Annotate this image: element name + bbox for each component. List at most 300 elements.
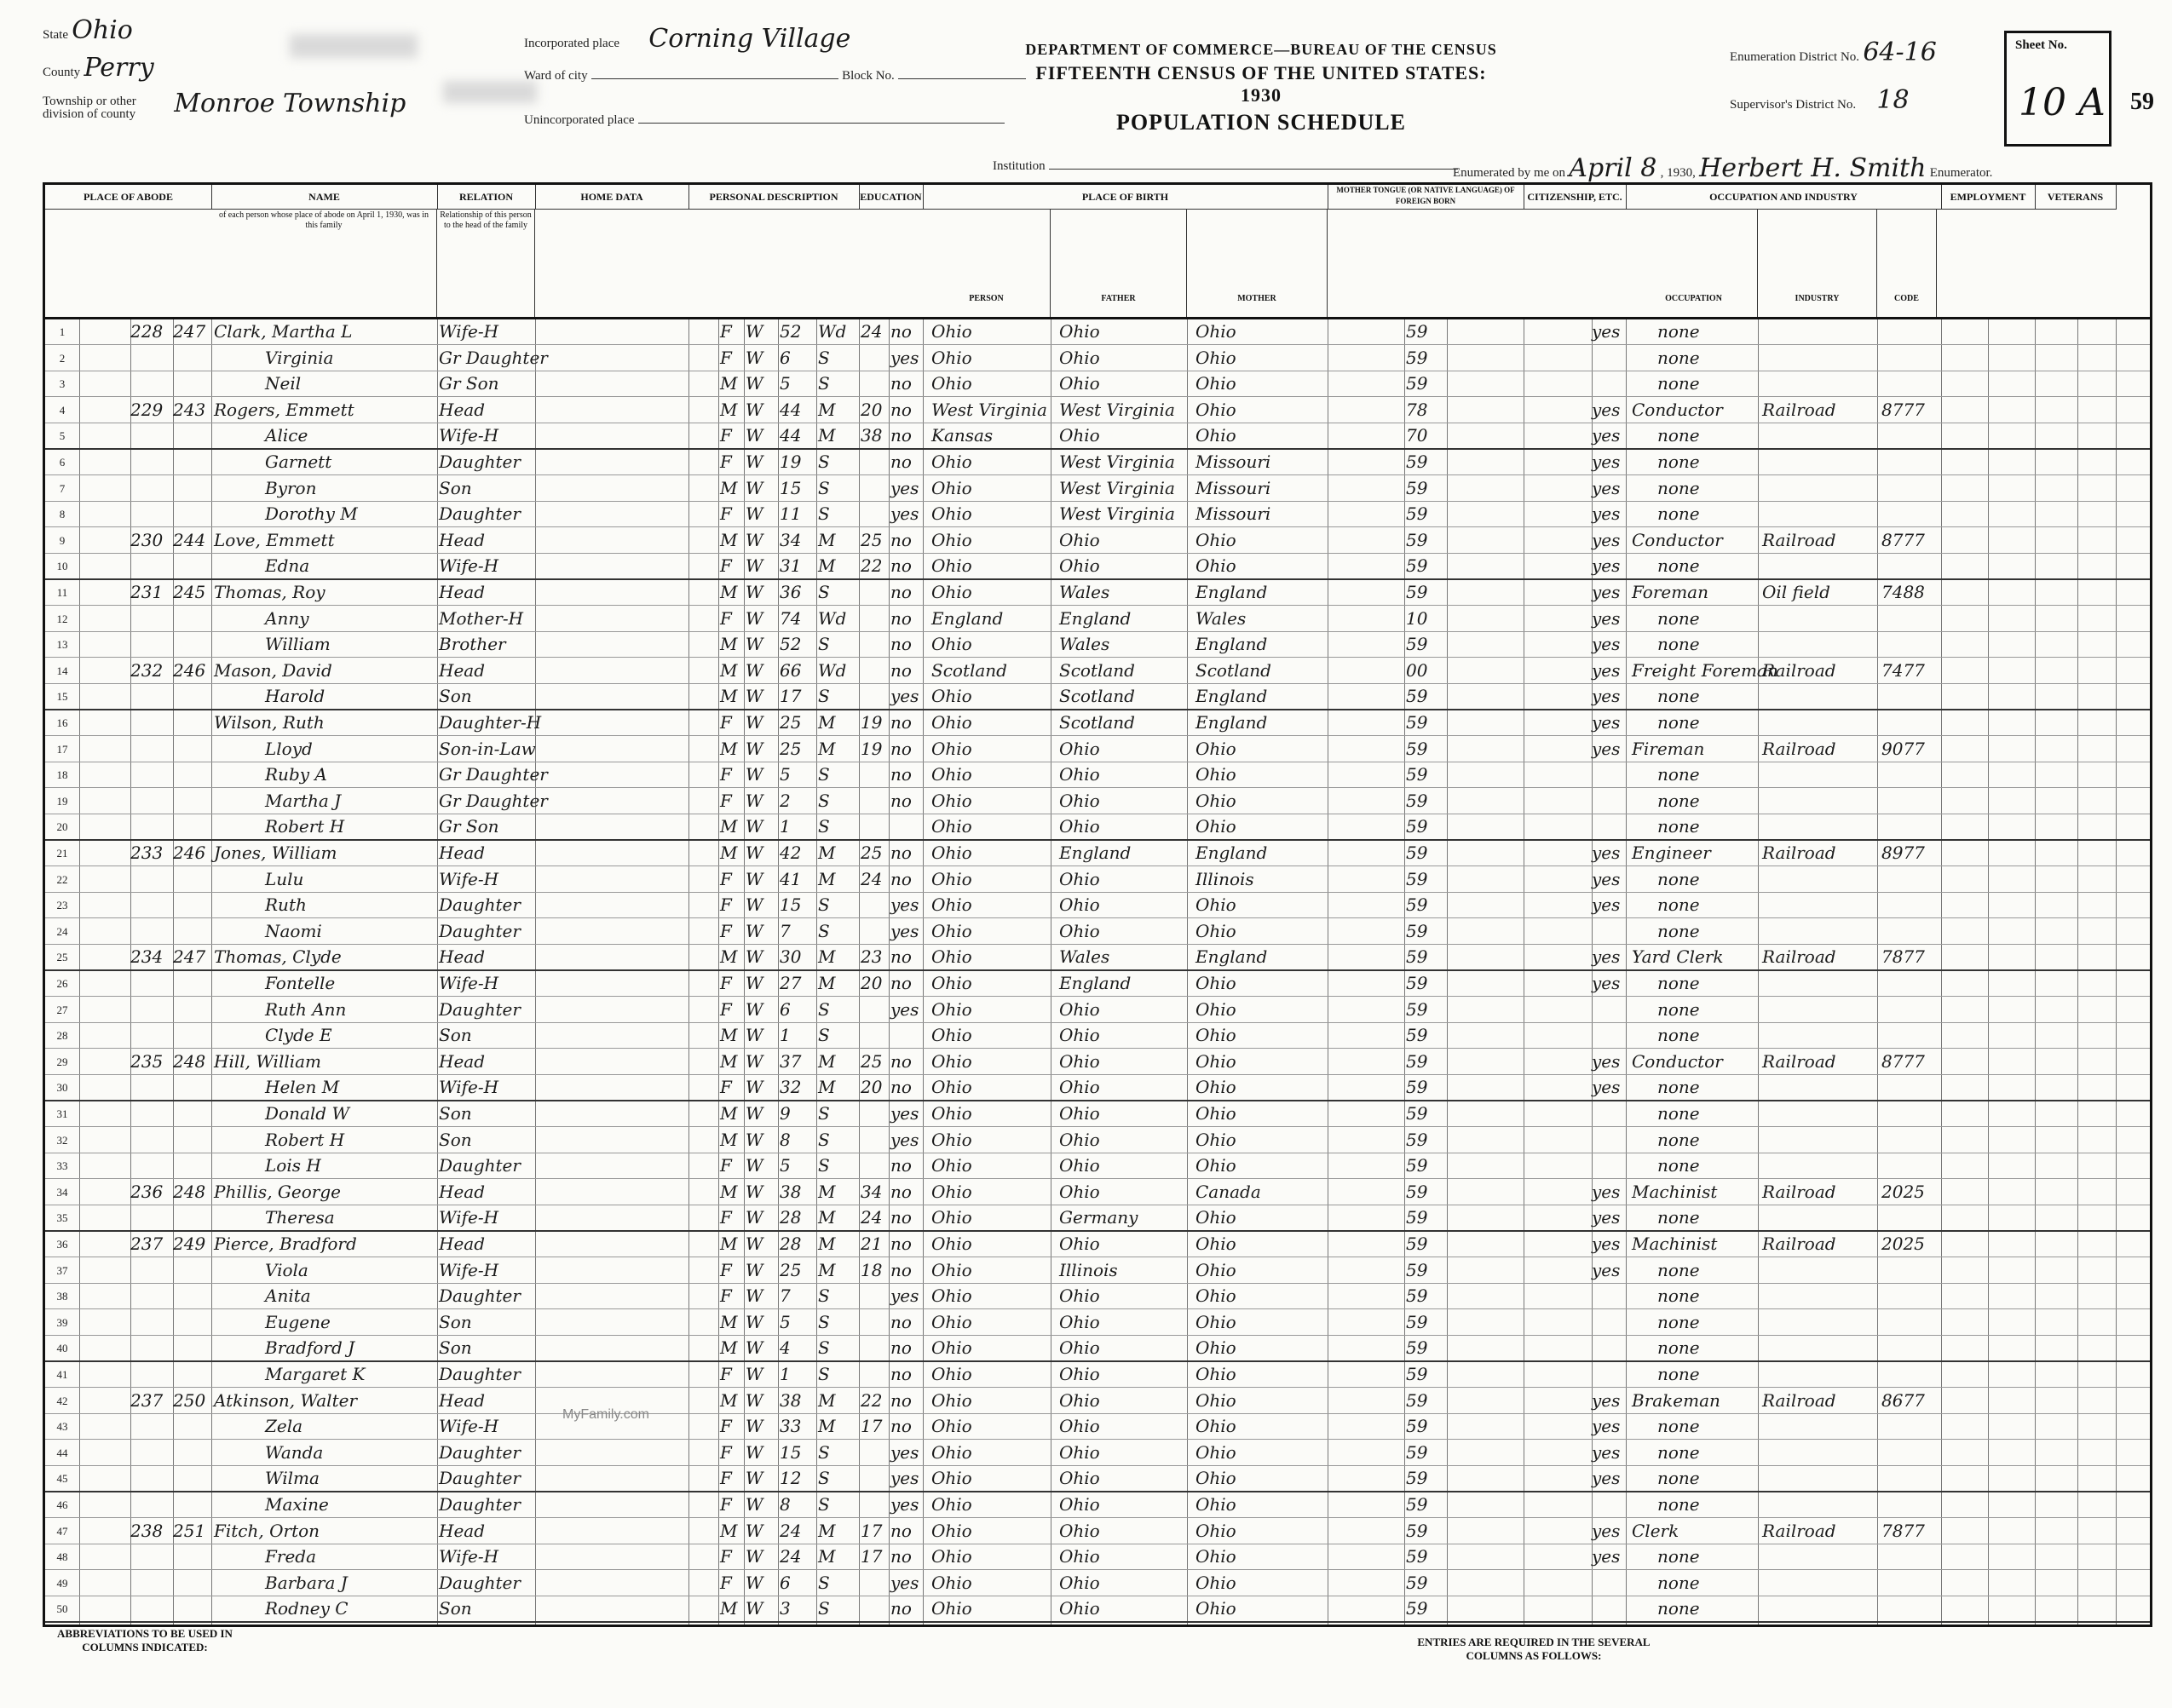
cell-code: 59 [1406,1129,1428,1150]
cell-mar: M [818,555,836,577]
cell-rel: Daughter-H [439,712,542,733]
cell-occ: Fireman [1632,738,1705,759]
cell-bp: Ohio [931,764,972,785]
cell-fbp: Ohio [1059,1520,1100,1541]
cell-rel: Daughter [439,1572,521,1593]
cell-mbp: Ohio [1195,1234,1236,1254]
cell-age: 27 [780,973,802,993]
cell-code: 59 [1406,1441,1428,1463]
cell-race: W [746,373,763,394]
cell-mar: S [818,1441,830,1463]
cell-am [861,607,889,631]
cell-mbp: Ohio [1195,790,1236,811]
cell-occ: none [1657,868,1700,889]
cell-n: 6 [59,456,66,469]
cell-n: 44 [56,1446,68,1459]
cell-dw [130,554,173,578]
cell-sch: yes [890,503,919,525]
cell-n: 16 [56,716,68,729]
cell-mbp: Illinois [1195,868,1254,889]
cell-bp: Ohio [931,451,972,472]
cell-fam [173,371,211,396]
cell-mbp: England [1195,946,1268,968]
cell-sch: no [890,1598,912,1619]
cell-occ: Machinist [1632,1234,1718,1254]
cell-rel: Wife-H [439,1207,499,1228]
cell-fbp: England [1059,973,1132,993]
cell-eng [1592,371,1626,396]
cell-code: 59 [1406,1389,1428,1411]
cell-am: 18 [861,1259,883,1280]
cell-occ: none [1657,1155,1700,1176]
cell-occ: none [1657,555,1700,577]
cell-sch: yes [890,1129,919,1150]
cell-name: Maxine [265,1494,329,1515]
cell-fbp: Ohio [1059,1155,1100,1176]
cell-race: W [746,607,763,629]
cell-ocode [1881,1023,1941,1048]
cell-sch: yes [890,686,919,707]
cell-sch: yes [890,920,919,941]
cell-ocode [1881,476,1941,501]
cell-name: Robert H [265,816,345,837]
cell-sex: F [720,607,732,629]
cell-age: 25 [780,1259,802,1280]
cell-fbp: West Virginia [1059,399,1175,420]
cell-sex: F [720,1077,732,1098]
cell-fam [173,1596,211,1621]
cell-bp: Ohio [931,1311,972,1332]
cell-mar: S [818,894,830,916]
census-title: FIFTEENTH CENSUS OF THE UNITED STATES: 1930 [1035,62,1487,106]
cell-fam [173,1414,211,1439]
cell-rel: Son-in-Law [439,738,536,759]
redaction-blur [290,34,418,58]
cell-sch: no [890,1311,912,1332]
cell-ocode [1881,1284,1941,1308]
cell-n: 45 [56,1472,68,1486]
cell-rel: Daughter [439,1494,521,1515]
cell-dw: 237 [130,1234,164,1254]
cell-fbp: Ohio [1059,1311,1100,1332]
cell-fbp: Illinois [1059,1259,1118,1280]
cell-rel: Son [439,1129,472,1150]
cell-dw [130,476,173,501]
cell-fam [173,1362,211,1387]
cell-sch: no [890,842,912,863]
table-row [45,737,2150,762]
cell-sex: F [720,868,732,889]
cell-mbp: Ohio [1195,816,1236,837]
cell-am [861,1153,889,1178]
cell-occ: none [1657,1337,1700,1359]
table-row [45,528,2150,554]
cell-code: 59 [1406,503,1428,525]
cell-am [861,371,889,396]
cell-rel: Head [439,842,486,863]
cell-rel: Wife-H [439,1259,499,1280]
cell-rel: Brother [439,634,506,655]
cell-eng: yes [1592,973,1621,993]
cell-occ: none [1657,1572,1700,1593]
cell-code: 00 [1406,659,1428,681]
cell-sch: no [890,1155,912,1176]
cell-n: 35 [56,1211,68,1225]
cell-sex: F [720,425,732,446]
cell-rel: Son [439,1311,472,1332]
cell-am [861,1362,889,1387]
cell-fam [173,346,211,371]
county-value: Perry [84,53,154,83]
cell-n: 7 [59,481,66,495]
cell-ocode: 2025 [1881,1234,1925,1254]
cell-fam [173,998,211,1022]
cell-rel: Wife-H [439,1416,499,1437]
cell-ocode [1881,1075,1941,1100]
cell-mbp: Ohio [1195,894,1236,916]
cell-code: 59 [1406,321,1428,342]
cell-n: 22 [56,872,68,886]
cell-mbp: Ohio [1195,1572,1236,1593]
cell-dw [130,450,173,474]
cell-occ: none [1657,1468,1700,1489]
cell-name: Lois H [265,1155,321,1176]
industry-column-header: INDUSTRY [1758,209,1877,317]
cell-occ: none [1657,1494,1700,1515]
table-row [45,710,2150,736]
cell-bp: Ohio [931,738,972,759]
cell-fbp: England [1059,842,1132,863]
cell-fam [173,1205,211,1230]
cell-fam [173,554,211,578]
cell-n: 42 [56,1394,68,1407]
cell-mbp: Ohio [1195,1337,1236,1359]
cell-ind [1762,867,1877,892]
cell-ocode [1881,1310,1941,1335]
cell-code: 59 [1406,347,1428,368]
cell-occ: none [1657,451,1700,472]
cell-n: 48 [56,1550,68,1564]
cell-ocode: 8777 [1881,399,1925,420]
cell-mbp: Missouri [1195,503,1271,525]
cell-fam [173,814,211,839]
cell-ind: Railroad [1762,1520,1836,1541]
cell-age: 37 [780,1050,802,1072]
cell-name: Martha J [265,790,342,811]
cell-fbp: Ohio [1059,425,1100,446]
cell-code: 59 [1406,451,1428,472]
cell-sex: M [720,1337,738,1359]
cell-code: 59 [1406,1520,1428,1541]
cell-code: 59 [1406,973,1428,993]
cell-name: Ruth Ann [265,998,347,1020]
cell-ocode [1881,1492,1941,1517]
cell-occ: Freight Foreman [1632,659,1778,681]
enumeration-district-field: Enumeration District No. 64-16 [1730,37,1937,67]
cell-race: W [746,868,763,889]
cell-sex: F [720,790,732,811]
cell-age: 1 [780,816,791,837]
cell-am [861,893,889,917]
cell-occ: none [1657,1311,1700,1332]
cell-mar: S [818,373,830,394]
cell-code: 59 [1406,1285,1428,1307]
cell-sch: no [890,529,912,550]
cell-dw [130,1153,173,1178]
cell-ind [1762,476,1877,501]
cell-code: 59 [1406,1598,1428,1619]
cell-n: 25 [56,951,68,964]
cell-dw [130,1492,173,1517]
cell-am: 23 [861,946,883,968]
cell-bp: Ohio [931,582,972,602]
cell-sex: F [720,451,732,472]
cell-sch: no [890,1050,912,1072]
table-row [45,398,2150,423]
enumerated-field: Enumerated by me on April 8 , 1930, Herbert H. Smith Enumerator. [1453,153,1993,183]
cell-rel: Head [439,529,486,550]
cell-name: Alice [265,425,308,446]
cell-name: Dorothy M [265,503,358,525]
cell-fbp: Ohio [1059,347,1100,368]
cell-race: W [746,1025,763,1046]
cell-sex: M [720,659,738,681]
table-row [45,945,2150,971]
cell-ind: Railroad [1762,1181,1836,1202]
cell-code: 59 [1406,998,1428,1020]
cell-mbp: Ohio [1195,1103,1236,1124]
cell-n: 15 [56,690,68,704]
table-row [45,1492,2150,1518]
cell-bp: Ohio [931,347,972,368]
cell-code: 59 [1406,1077,1428,1098]
table-row [45,1389,2150,1414]
cell-rel: Head [439,659,486,681]
cell-age: 7 [780,1285,791,1307]
cell-rel: Son [439,1337,472,1359]
group-education: EDUCATION [859,185,924,210]
cell-bp: West Virginia [931,399,1047,420]
cell-mbp: Wales [1195,607,1247,629]
cell-mbp: Ohio [1195,1364,1236,1384]
cell-age: 52 [780,634,802,655]
cell-bp: Ohio [931,321,972,342]
cell-n: 24 [56,924,68,938]
incorporated-field: Incorporated place Corning Village [524,24,851,54]
cell-name: Edna [265,555,310,577]
cell-eng: yes [1592,1389,1621,1411]
cell-dw [130,893,173,917]
cell-dw: 238 [130,1520,164,1541]
cell-am [861,346,889,371]
cell-eng: yes [1592,712,1621,733]
cell-rel: Son [439,1025,472,1046]
cell-occ: none [1657,764,1700,785]
cell-fam [173,1284,211,1308]
cell-ind [1762,346,1877,371]
cell-dw [130,814,173,839]
cell-occ: none [1657,1129,1700,1150]
cell-ocode: 8677 [1881,1389,1925,1411]
cell-code: 59 [1406,1364,1428,1384]
county-field: County Perry [43,53,154,83]
cell-sch: yes [890,1494,919,1515]
cell-ind: Railroad [1762,842,1836,863]
cell-race: W [746,1181,763,1202]
cell-bp: Ohio [931,1546,972,1567]
cell-code: 59 [1406,1416,1428,1437]
cell-sex: M [720,1103,738,1124]
cell-ocode [1881,1441,1941,1465]
cell-name: Rodney C [265,1598,349,1619]
cell-bp: Ohio [931,998,972,1020]
cell-ocode [1881,1258,1941,1283]
cell-dw [130,346,173,371]
cell-n: 34 [56,1185,68,1199]
cell-fam [173,1075,211,1100]
cell-eng: yes [1592,1441,1621,1463]
cell-mbp: Missouri [1195,477,1271,498]
cell-fbp: Ohio [1059,816,1100,837]
cell-code: 59 [1406,1572,1428,1593]
page-number: 59 [2130,89,2154,115]
cell-name: Margaret K [265,1364,366,1384]
cell-ind [1762,710,1877,735]
cell-dw [130,502,173,526]
cell-sex: F [720,1546,732,1567]
cell-n: 49 [56,1576,68,1590]
table-row [45,1050,2150,1075]
cell-dw [130,737,173,762]
cell-ocode [1881,502,1941,526]
group-veterans: VETERANS [2035,185,2117,210]
cell-rel: Daughter [439,1468,521,1489]
table-row [45,971,2150,997]
cell-age: 44 [780,425,802,446]
cell-sex: F [720,1285,732,1307]
sheet-number-box: Sheet No. 10 A [2004,31,2112,147]
cell-age: 44 [780,399,802,420]
cell-occ: none [1657,477,1700,498]
table-row [45,1128,2150,1153]
cell-name: Phillis, George [214,1181,341,1202]
cell-ocode [1881,1466,1941,1491]
cell-code: 59 [1406,1468,1428,1489]
cell-fbp: Ohio [1059,764,1100,785]
cell-eng: yes [1592,842,1621,863]
cell-am [861,580,889,605]
cell-fbp: Ohio [1059,1103,1100,1124]
group-relation: RELATION [437,185,536,210]
cell-ind [1762,684,1877,709]
cell-dw: 232 [130,659,164,681]
cell-occ: Yard Clerk [1632,946,1724,968]
cell-age: 5 [780,373,791,394]
cell-fbp: Ohio [1059,1077,1100,1098]
cell-race: W [746,1077,763,1098]
watermark: MyFamily.com [562,1407,649,1422]
cell-sch [890,814,923,839]
cell-fam: 247 [173,321,206,342]
cell-mar: M [818,1389,836,1411]
cell-bp: Ohio [931,1337,972,1359]
cell-ind: Railroad [1762,738,1836,759]
cell-race: W [746,1103,763,1124]
cell-sex: F [720,764,732,785]
cell-sex: M [720,634,738,655]
cell-bp: Ohio [931,1441,972,1463]
cell-age: 32 [780,1077,802,1098]
cell-code: 59 [1406,634,1428,655]
cell-sex: F [720,1364,732,1384]
cell-fam: 250 [173,1389,206,1411]
cell-dw: 230 [130,529,164,550]
cell-bp: Scotland [931,659,1007,681]
cell-occ: none [1657,1025,1700,1046]
cell-name: Barbara J [265,1572,348,1593]
cell-eng: yes [1592,868,1621,889]
cell-age: 36 [780,582,802,602]
cell-n: 26 [56,977,68,990]
cell-mar: M [818,712,836,733]
cell-ind [1762,1414,1877,1439]
cell-rel: Gr Son [439,373,499,394]
cell-dw: 233 [130,842,164,863]
cell-eng [1592,998,1626,1022]
cell-fam [173,1101,211,1126]
cell-ocode [1881,1336,1941,1360]
cell-occ: none [1657,1259,1700,1280]
cell-ocode: 7877 [1881,946,1925,968]
cell-bp: Kansas [931,425,994,446]
cell-age: 8 [780,1494,791,1515]
cell-occ: none [1657,712,1700,733]
cell-ocode [1881,1205,1941,1230]
cell-sch: no [890,1520,912,1541]
cell-eng: yes [1592,607,1621,629]
cell-bp: Ohio [931,1050,972,1072]
cell-ocode [1881,998,1941,1022]
cell-sex: F [720,1155,732,1176]
cell-bp: Ohio [931,816,972,837]
cell-ocode: 7477 [1881,659,1925,681]
cell-eng [1592,1596,1626,1621]
cell-sex: F [720,1259,732,1280]
cell-rel: Daughter [439,894,521,916]
cell-n: 12 [56,612,68,625]
cell-bp: Ohio [931,686,972,707]
cell-fam [173,893,211,917]
cell-sch: yes [890,1285,919,1307]
state-field: State Ohio [43,15,133,45]
cell-mbp: Ohio [1195,1259,1236,1280]
cell-bp: Ohio [931,634,972,655]
cell-dw: 229 [130,399,164,420]
cell-sch: yes [890,1103,919,1124]
cell-ocode: 2025 [1881,1181,1925,1202]
cell-ocode [1881,607,1941,631]
cell-name: Atkinson, Walter [214,1389,357,1411]
cell-eng [1592,1571,1626,1596]
cell-bp: Ohio [931,1364,972,1384]
table-row [45,658,2150,684]
cell-sex: M [720,582,738,602]
cell-age: 9 [780,1103,791,1124]
cell-eng [1592,1128,1626,1153]
cell-dw [130,1023,173,1048]
cell-name: Lloyd [265,738,313,759]
cell-sex: F [720,894,732,916]
